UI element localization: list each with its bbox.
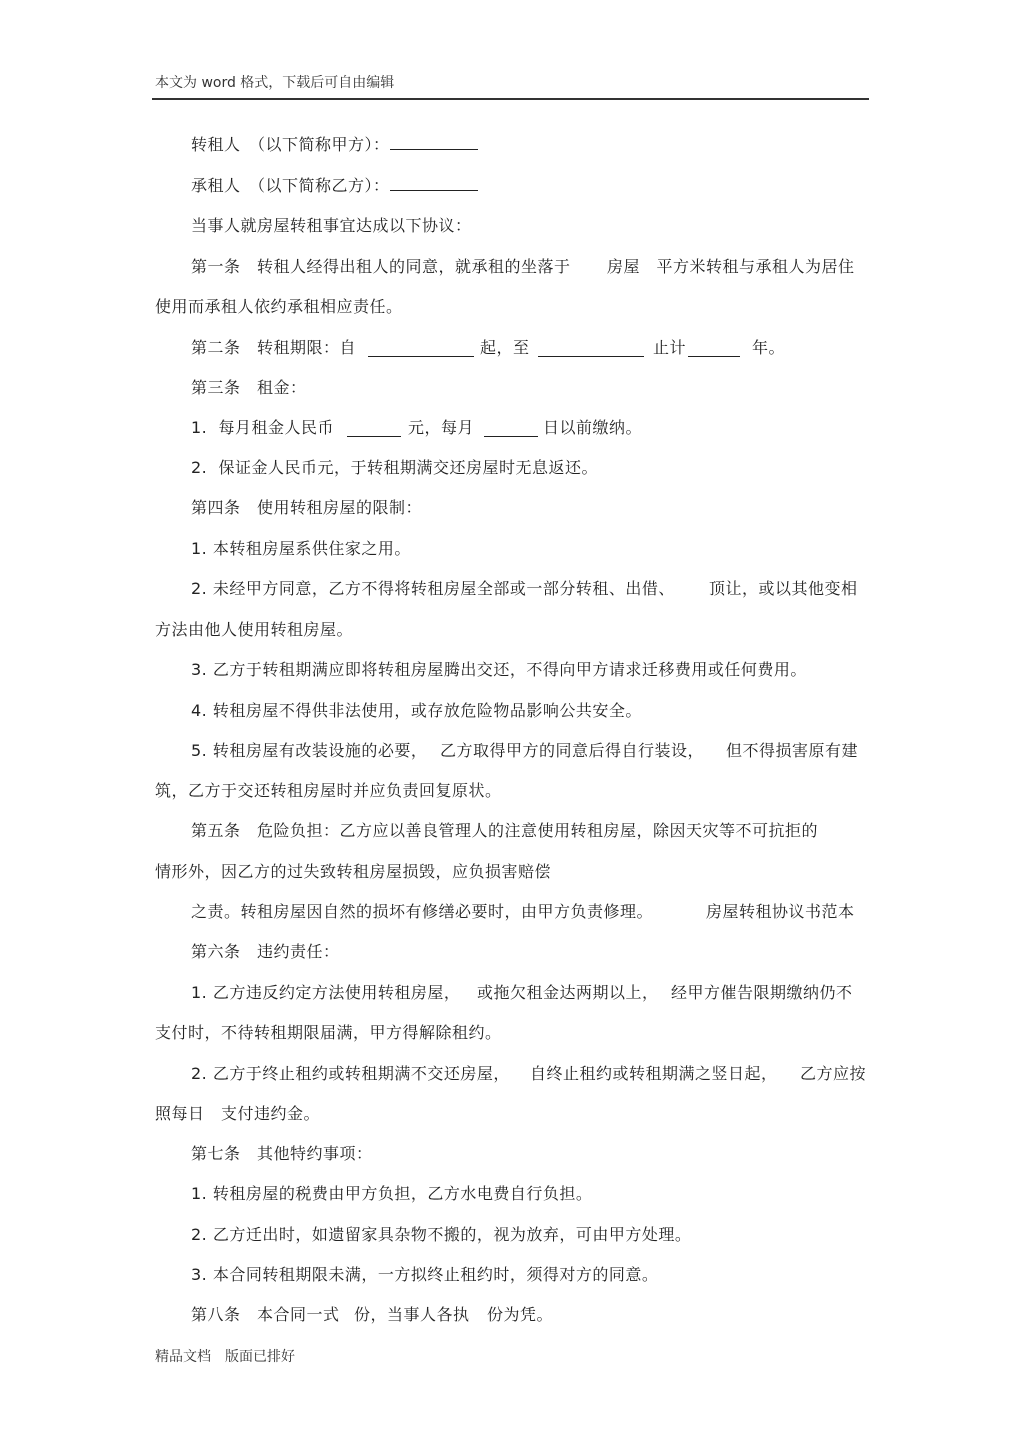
page-footer-text: 精品文档 版面已排好 (155, 1349, 295, 1365)
payment-day-blank (484, 422, 538, 437)
article1-text-b: 房屋 平方米转租与承租人为居住 (607, 257, 855, 276)
article3-item2: 2. 保证金人民币元，于转租期满交还房屋时无息返还。 (191, 458, 598, 477)
sublessor-blank (390, 135, 478, 150)
page-header-text: 本文为 word 格式，下载后可自由编辑 (155, 75, 395, 91)
article7-title: 第七条 其他特约事项： (191, 1144, 373, 1163)
sublessor-label: 转租人 （以下简称甲方）： (191, 135, 390, 154)
sublessee-label: 承租人 （以下简称乙方）： (191, 176, 390, 195)
article3-title: 第三条 租金： (191, 378, 307, 397)
article4-item4: 4. 转租房屋不得供非法使用，或存放危险物品影响公共安全。 (191, 701, 642, 720)
article7-item1: 1. 转租房屋的税费由甲方负担，乙方水电费自行负担。 (191, 1184, 593, 1203)
article6-item1-c: 经甲方催告限期缴纳仍不 (671, 983, 853, 1002)
article4-title: 第四条 使用转租房屋的限制： (191, 498, 423, 517)
article3-item1-a: 1. 每月租金人民币 (191, 418, 334, 437)
article6-item2-c: 乙方应按 (800, 1064, 867, 1083)
article2-text-d: 年。 (752, 338, 786, 357)
article6-item1-b: 或拖欠租金达两期以上， (477, 983, 659, 1002)
article4-item5-c: 但不得损害原有建 (726, 741, 859, 760)
article1-text-c: 使用而承租人依约承租相应责任。 (155, 297, 403, 316)
article4-item5-a: 5. 转租房屋有改装设施的必要， (191, 741, 428, 760)
article1-text-a: 第一条 转租人经得出租人的同意，就承租的坐落于 (191, 257, 571, 276)
article2-text-c: 止计 (653, 338, 687, 357)
term-end-blank (538, 342, 644, 357)
article4-item2-c: 方法由他人使用转租房屋。 (155, 620, 354, 639)
article8-text-c: 份为凭。 (487, 1305, 554, 1324)
term-start-blank (368, 342, 474, 357)
sublessee-line (191, 176, 478, 196)
article4-item5-b: 乙方取得甲方的同意后得自行装设， (440, 741, 705, 760)
article3-item1-b: 元，每月 (408, 418, 475, 437)
article6-item1-d: 支付时，不待转租期限届满，甲方得解除租约。 (155, 1023, 502, 1042)
article7-item3: 3. 本合同转租期限未满，一方拟终止租约时，须得对方的同意。 (191, 1265, 659, 1284)
article4-item2-a: 2. 未经甲方同意，乙方不得将转租房屋全部或一部分转租、出借、 (191, 579, 675, 598)
article7-item2: 2. 乙方迁出时，如遗留家具杂物不搬的，视为放弃，可由甲方处理。 (191, 1225, 692, 1244)
article6-item1-a: 1. 乙方违反约定方法使用转租房屋， (191, 983, 461, 1002)
article8-text-a: 第八条 本合同一式 (191, 1305, 340, 1324)
article4-item1: 1. 本转租房屋系供住家之用。 (191, 539, 411, 558)
article8-text-b: 份，当事人各执 (354, 1305, 470, 1324)
term-years-blank (688, 342, 740, 357)
article6-item2-a: 2. 乙方于终止租约或转租期满不交还房屋， (191, 1064, 510, 1083)
article3-item1-c: 日以前缴纳。 (543, 418, 643, 437)
sublessee-blank (390, 176, 478, 191)
article6-title: 第六条 违约责任： (191, 942, 340, 961)
article2-text-b: 起，至 (480, 338, 530, 357)
article4-item3: 3. 乙方于转租期满应即将转租房屋腾出交还，不得向甲方请求迁移费用或任何费用。 (191, 660, 807, 679)
article5-text-a: 第五条 危险负担：乙方应以善良管理人的注意使用转租房屋，除因天灾等不可抗拒的 (191, 821, 819, 840)
article6-item2-d: 照每日 支付违约金。 (155, 1104, 321, 1123)
article4-item2-b: 顶让，或以其他变相 (709, 579, 858, 598)
article5-text-c: 之责。转租房屋因自然的损坏有修缮必要时，由甲方负责修理。 (191, 902, 654, 921)
article5-text-d: 房屋转租协议书范本 (706, 902, 855, 921)
intro-text: 当事人就房屋转租事宜达成以下协议： (191, 216, 472, 235)
monthly-rent-blank (347, 422, 401, 437)
article2-text-a: 第二条 转租期限：自 (191, 338, 357, 357)
header-divider (152, 98, 869, 100)
article6-item2-b: 自终止租约或转租期满之竖日起， (530, 1064, 778, 1083)
sublessor-line (191, 135, 478, 155)
article5-text-b: 情形外，因乙方的过失致转租房屋损毁，应负损害赔偿 (155, 862, 552, 881)
article4-item5-d: 筑，乙方于交还转租房屋时并应负责回复原状。 (155, 781, 502, 800)
